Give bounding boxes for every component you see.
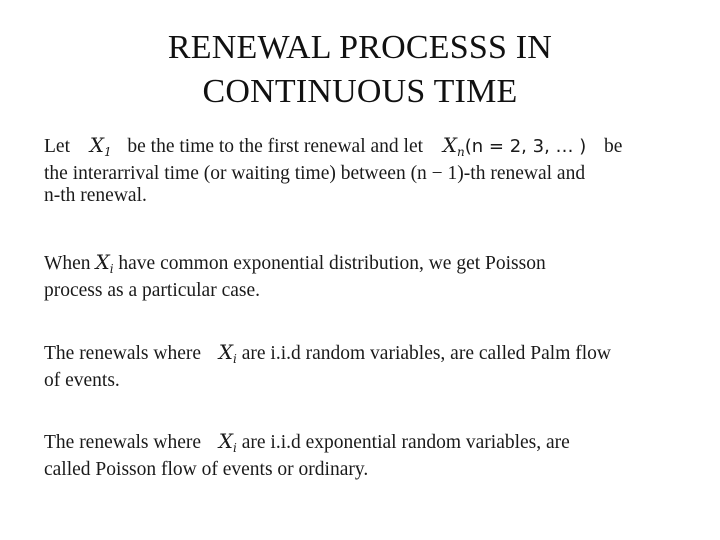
text-fragment: are i.i.d exponential random variables, are <box>241 432 570 453</box>
paragraph-line <box>44 341 684 370</box>
text-fragment: are i.i.d random variables, are called Palm flow <box>241 343 611 364</box>
math-subscript: n <box>457 145 465 159</box>
math-subscript: i <box>233 352 237 366</box>
math-subscript: i <box>109 262 114 276</box>
paragraph-line: process as a particular case. <box>44 280 261 301</box>
math-variable-x1: $X_1$ <box>89 133 112 159</box>
paragraph-line: the interarrival time (or waiting time) between (n − 1)-th renewal and <box>44 163 586 184</box>
paragraph-line <box>44 430 684 459</box>
paragraph-line: called Poisson flow of events or ordinary. <box>44 459 369 480</box>
text-fragment: have common exponential distribution, we get Poisson <box>118 253 546 274</box>
text-fragment: The renewals where <box>44 432 201 453</box>
text-fragment: be the time to the first renewal and let <box>127 136 424 157</box>
paragraph-line: n-th renewal. <box>44 185 147 206</box>
math-variable-xi: $X_i$ <box>218 340 237 366</box>
paragraph-line <box>44 251 684 280</box>
paragraph-line: of events. <box>44 370 120 391</box>
paragraph-poisson-case <box>44 251 684 302</box>
math-index-range: (n = 2, 3, … ) <box>464 136 587 157</box>
math-variable-xi: $X_i$ <box>95 250 114 276</box>
math-subscript: i <box>233 441 237 455</box>
title-line-1: RENEWAL PROCESSS IN <box>167 29 553 66</box>
math-subscript: 1 <box>103 145 112 159</box>
paragraph-palm-flow <box>44 341 684 392</box>
text-fragment: Let <box>44 136 70 157</box>
math-variable-xn: $X_n$ <box>442 133 465 159</box>
title-line-2: CONTINUOUS TIME <box>202 73 518 110</box>
slide-title <box>0 26 720 114</box>
paragraph-poisson-flow <box>44 430 684 481</box>
text-fragment: be <box>604 136 623 157</box>
math-variable-xi: $X_i$ <box>218 429 237 455</box>
text-fragment: When <box>44 253 91 274</box>
text-fragment: The renewals where <box>44 343 201 364</box>
paragraph-renewal-definition <box>44 134 684 207</box>
paragraph-line <box>44 134 684 163</box>
